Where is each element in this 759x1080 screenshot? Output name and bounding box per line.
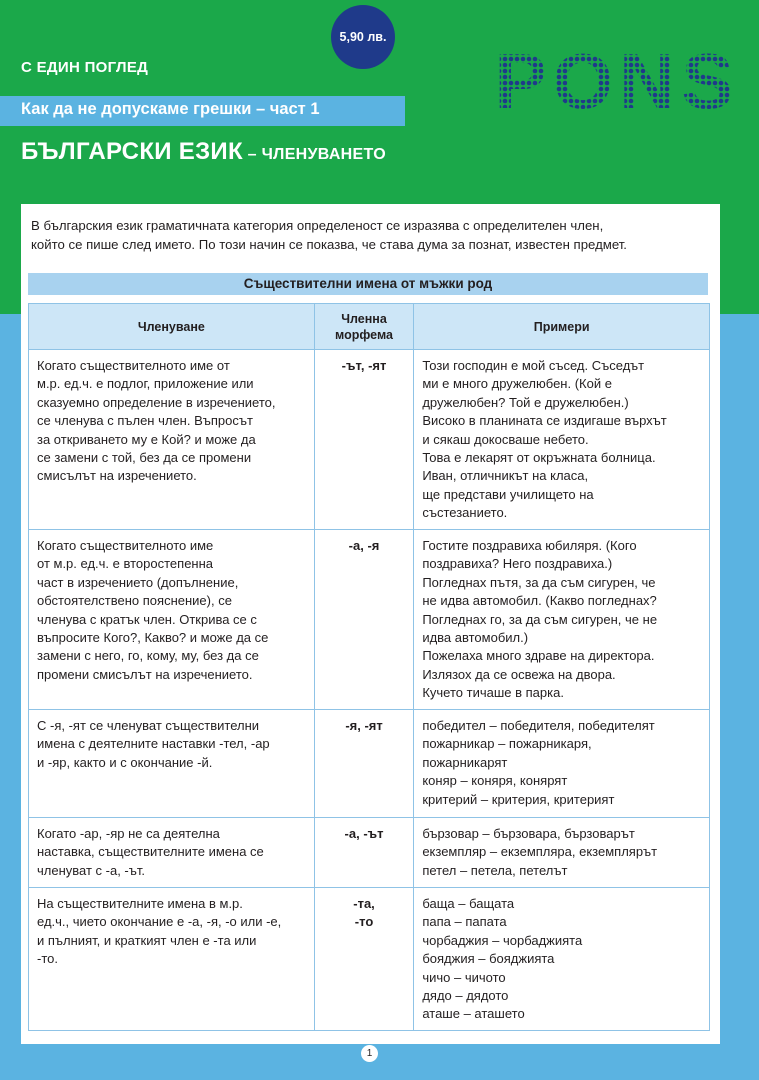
morpheme-line: -то [354, 914, 374, 930]
examples-cell [414, 818, 710, 888]
page-number: 1 [361, 1045, 378, 1062]
example-line: Това е лекарят от окръжната болница. [422, 450, 656, 466]
series-label: С ЕДИН ПОГЛЕД [21, 59, 149, 76]
rule-line: от м.р. ед.ч. е второстепенна [37, 556, 214, 572]
rule-line: Когато -ар, -яр не са деятелна [37, 826, 220, 841]
rule-line: членуват с -а, -ът. [37, 862, 146, 878]
example-line: бояджия – бояджията [422, 951, 555, 967]
example-line: Гостите поздравиха юбиляря. (Кого [422, 538, 637, 553]
rule-line: имена с деятелните наставки -тел, -ар [37, 736, 270, 752]
rule-line: сказуемно определение в изречението, [37, 394, 276, 410]
header-col-morpheme-line: Членна [341, 311, 387, 326]
example-line: поздравиха? Него поздравиха.) [422, 556, 613, 572]
examples-cell [414, 888, 710, 1031]
example-line: Пожелаха много здраве на директора. [422, 648, 655, 664]
example-line: Високо в планината се издигаше върхът [422, 413, 667, 429]
page-title [21, 138, 386, 166]
example-line: състезанието. [422, 505, 508, 521]
example-line: и сякаш докосваше небето. [422, 431, 589, 447]
section-title: Съществителни имена от мъжки род [28, 273, 708, 295]
example-line: Излязох да се освежа на двора. [422, 666, 616, 682]
subtitle: Как да не допускаме грешки – част 1 [21, 100, 320, 118]
table-row [29, 530, 710, 710]
example-line: аташе – аташето [422, 1006, 525, 1022]
table-row [29, 818, 710, 888]
rule-line: С -я, -ят се членуват съществителни [37, 718, 260, 733]
header-col-morpheme-line: морфема [335, 327, 393, 342]
example-line: петел – петела, петелът [422, 862, 568, 878]
rule-line: част в изречението (допълнение, [37, 574, 239, 590]
example-line: победител – победителя, победителят [422, 718, 655, 733]
rule-cell [29, 350, 315, 530]
rule-line: наставка, съществителните имена се [37, 844, 264, 860]
example-line: идва автомобил.) [422, 630, 529, 646]
rule-line: обстоятелствено пояснение), се [37, 593, 232, 609]
rule-line: На съществителните имена в м.р. [37, 896, 243, 911]
rule-cell [29, 888, 315, 1031]
rule-line: ед.ч., чието окончание е -а, -я, -о или -е, [37, 914, 282, 930]
example-line: Погледнах пътя, за да съм сигурен, че [422, 574, 656, 590]
header-col-morpheme [314, 304, 414, 350]
example-line: баща – бащата [422, 896, 515, 911]
example-line: критерий – критерия, критерият [422, 791, 615, 807]
brand-text: PONS [494, 37, 740, 125]
morpheme-cell [314, 710, 414, 818]
rule-line: -то. [37, 951, 58, 967]
morpheme-cell [314, 888, 414, 1031]
examples-cell [414, 530, 710, 710]
example-line: Иван, отличникът на класа, [422, 468, 589, 484]
header-col-rule: Членуване [29, 304, 315, 350]
example-line: пожарникар – пожарникаря, [422, 736, 592, 752]
morpheme-cell [314, 818, 414, 888]
example-line: пожарникарят [422, 754, 508, 770]
rule-line: замени с него, го, кому, му, без да се [37, 648, 259, 664]
examples-cell [414, 710, 710, 818]
example-line: дружелюбен? Той е дружелюбен.) [422, 394, 629, 410]
morpheme-cell [314, 530, 414, 710]
rule-line: м.р. ед.ч. е подлог, приложение или [37, 376, 254, 392]
examples-cell [414, 350, 710, 530]
morpheme-line: -а, -ът [344, 826, 384, 841]
example-line: екземпляр – екземпляра, екземплярът [422, 844, 658, 860]
example-line: ми е много дружелюбен. (Кой е [422, 376, 612, 392]
example-line: бързовар – бързовара, бързоварът [422, 826, 635, 841]
rule-cell [29, 710, 315, 818]
morpheme-line: -ът, -ят [341, 358, 387, 373]
header-col-examples: Примери [414, 304, 710, 350]
rule-line: промени смисълът на изречението. [37, 666, 253, 682]
example-line: Този господин е мой съсед. Съседът [422, 358, 645, 373]
morpheme-cell [314, 350, 414, 530]
price-badge: 5,90 лв. [331, 5, 395, 69]
morpheme-line: -та, [353, 896, 375, 911]
rule-line: смисълът на изречението. [37, 468, 197, 484]
rule-line: въпросите Кого?, Какво? и може да се [37, 630, 269, 646]
title-main: БЪЛГАРСКИ ЕЗИК [21, 138, 243, 165]
rule-line: се замени с той, без да се промени [37, 450, 252, 466]
table-row [29, 350, 710, 530]
table-row [29, 888, 710, 1031]
rules-table [28, 303, 710, 1031]
example-line: коняр – коняря, конярят [422, 773, 568, 789]
content-card [21, 204, 720, 1044]
rule-cell [29, 530, 315, 710]
morpheme-line: -а, -я [348, 538, 380, 553]
rule-line: Когато съществителното име от [37, 358, 230, 373]
rule-line: Когато съществителното име [37, 538, 214, 553]
example-line: папа – папата [422, 914, 507, 930]
example-line: ще представи училището на [422, 486, 594, 502]
example-line: Кучето тичаше в парка. [422, 685, 564, 701]
morpheme-line: -я, -ят [345, 718, 383, 733]
rule-line: и пълният, и краткият член е -та или [37, 932, 257, 948]
example-line: не идва автомобил. (Какво погледнах? [422, 593, 657, 609]
example-line: чорбаджия – чорбаджията [422, 932, 583, 948]
intro-line: В българския език граматичната категория определеност се изразява с определителен член, [31, 218, 604, 233]
rule-line: и -яр, както и с окончание -й. [37, 754, 213, 770]
rule-line: за откриването му е Кой? и може да [37, 431, 256, 447]
rule-cell [29, 818, 315, 888]
pons-logo [494, 37, 740, 125]
intro-text [31, 216, 711, 254]
title-rest: – ЧЛЕНУВАНЕТО [242, 146, 386, 163]
example-line: чичо – чичото [422, 969, 506, 985]
example-line: дядо – дядото [422, 988, 509, 1004]
table-row [29, 710, 710, 818]
intro-line: който се пише след името. По този начин се показва, че става дума за познат, известен предмет. [31, 237, 627, 252]
example-line: Погледнах го, за да съм сигурен, че не [422, 611, 658, 627]
rule-line: се членува с пълен член. Въпросът [37, 413, 253, 429]
rule-line: членува с кратък член. Открива се с [37, 611, 257, 627]
table-header-row [29, 304, 710, 350]
